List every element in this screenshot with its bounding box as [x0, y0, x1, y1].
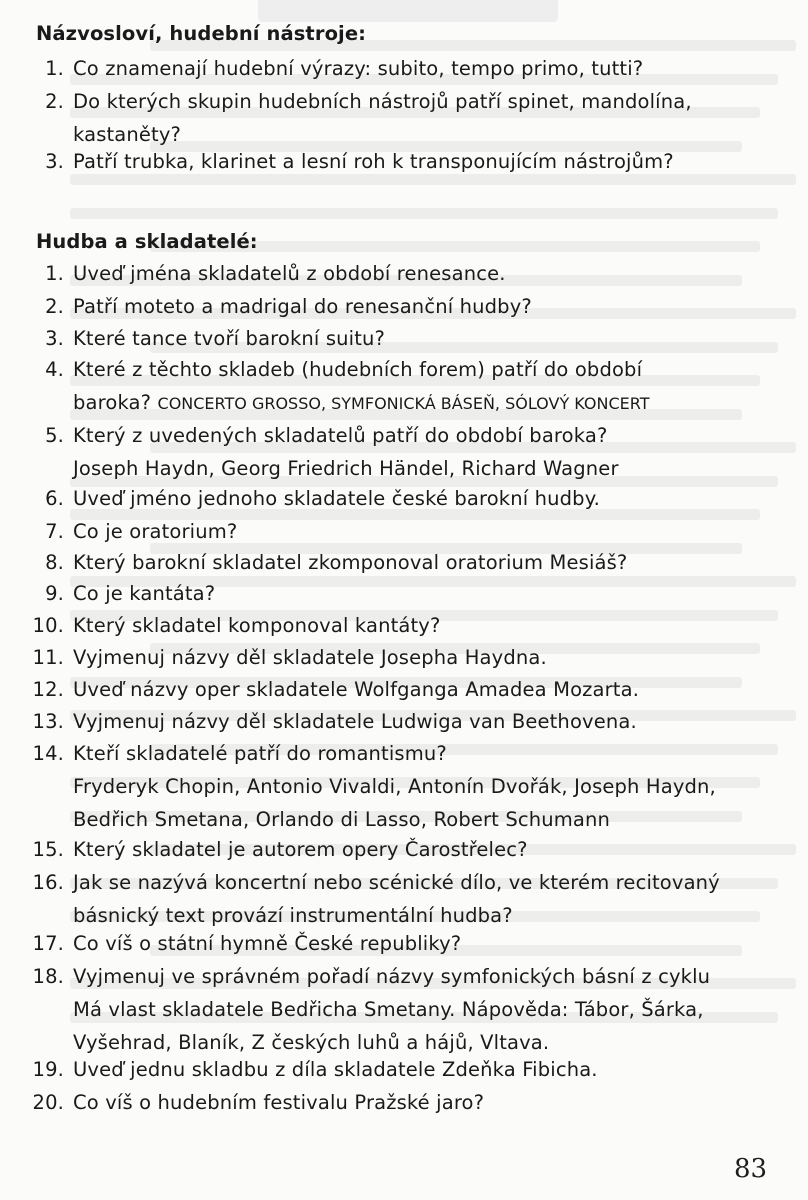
- question-text: Kteří skladatelé patří do romantismu?: [73, 742, 447, 765]
- question-text: Vyjmenuj názvy děl skladatele Josepha Haydna.: [73, 646, 547, 669]
- question-number: 17.: [32, 932, 64, 955]
- question-text-continuation: Má vlast skladatele Bedřicha Smetany. Nápověda: Tábor, Šárka,: [73, 998, 704, 1021]
- question-number: 6.: [45, 487, 64, 510]
- question-number: 1.: [45, 57, 64, 80]
- question-text: Co je kantáta?: [73, 582, 216, 605]
- question-text: Patří moteto a madrigal do renesanční hudby?: [73, 295, 532, 318]
- question-text: Který skladatel komponoval kantáty?: [73, 614, 441, 637]
- question-text: Které z těchto skladeb (hudebních forem) patří do období: [73, 358, 643, 381]
- question-text: Který skladatel je autorem opery Čarostřelec?: [73, 838, 528, 861]
- question-text: Které tance tvoří barokní suitu?: [73, 327, 386, 350]
- question-text: Co znamenají hudební výrazy: subito, tempo primo, tutti?: [73, 57, 644, 80]
- question-number: 15.: [32, 838, 64, 861]
- question-number: 11.: [32, 646, 64, 669]
- section-heading-music-and-composers: Hudba a skladatelé:: [36, 230, 258, 253]
- question-text-continuation: [73, 391, 649, 416]
- question-text: Který z uvedených skladatelů patří do období baroka?: [73, 424, 608, 447]
- question-text-continuation-main: baroka?: [73, 391, 152, 414]
- question-number: 9.: [45, 582, 64, 605]
- question-text-continuation: kastaněty?: [73, 123, 182, 146]
- question-number: 4.: [45, 358, 64, 381]
- question-text-continuation: básnický text provází instrumentální hudba?: [73, 904, 513, 927]
- question-number: 3.: [45, 327, 64, 350]
- question-text-continuation: Vyšehrad, Blaník, Z českých luhů a hájů, Vltava.: [73, 1031, 550, 1054]
- question-number: 18.: [32, 965, 64, 988]
- question-number: 8.: [45, 551, 64, 574]
- question-number: 12.: [32, 678, 64, 701]
- page-number: 83: [734, 1154, 768, 1184]
- question-text-continuation: Joseph Haydn, Georg Friedrich Händel, Richard Wagner: [73, 457, 619, 480]
- question-text: Uveď názvy oper skladatele Wolfganga Amadea Mozarta.: [73, 678, 640, 701]
- question-text: Patří trubka, klarinet a lesní roh k transponujícím nástrojům?: [73, 150, 674, 173]
- question-text: Co víš o hudebním festivalu Pražské jaro?: [73, 1091, 485, 1114]
- question-number: 5.: [45, 424, 64, 447]
- question-text-continuation: Bedřich Smetana, Orlando di Lasso, Robert Schumann: [73, 808, 611, 831]
- question-text-continuation: Fryderyk Chopin, Antonio Vivaldi, Antonín Dvořák, Joseph Haydn,: [73, 775, 716, 798]
- question-text: Co víš o státní hymně České republiky?: [73, 932, 462, 955]
- question-number: 19.: [32, 1058, 64, 1081]
- question-text: Jak se nazývá koncertní nebo scénické dílo, ve kterém recitovaný: [73, 871, 720, 894]
- question-text: Vyjmenuj názvy děl skladatele Ludwiga van Beethovena.: [73, 710, 637, 733]
- question-text: Uveď jednu skladbu z díla skladatele Zdeňka Fibicha.: [73, 1058, 598, 1081]
- question-number: 1.: [45, 262, 64, 285]
- answer-options: CONCERTO GROSSO, SYMFONICKÁ BÁSEŇ, SÓLOVÝ KONCERT: [157, 394, 650, 413]
- question-text: Vyjmenuj ve správném pořadí názvy symfonických básní z cyklu: [73, 965, 711, 988]
- question-number: 2.: [45, 295, 64, 318]
- question-number: 3.: [45, 150, 64, 173]
- question-number: 20.: [32, 1091, 64, 1114]
- question-text: Uveď jméno jednoho skladatele české barokní hudby.: [73, 487, 600, 510]
- question-text: Do kterých skupin hudebních nástrojů patří spinet, mandolína,: [73, 90, 692, 113]
- question-text: Co je oratorium?: [73, 520, 238, 543]
- question-number: 16.: [32, 871, 64, 894]
- question-number: 7.: [45, 520, 64, 543]
- question-text: Uveď jména skladatelů z období renesance.: [73, 262, 506, 285]
- question-number: 13.: [32, 710, 64, 733]
- question-text: Který barokní skladatel zkomponoval oratorium Mesiáš?: [73, 551, 628, 574]
- section-heading-terminology: Názvosloví, hudební nástroje:: [36, 22, 367, 45]
- question-number: 2.: [45, 90, 64, 113]
- question-number: 14.: [32, 742, 64, 765]
- question-number: 10.: [32, 614, 64, 637]
